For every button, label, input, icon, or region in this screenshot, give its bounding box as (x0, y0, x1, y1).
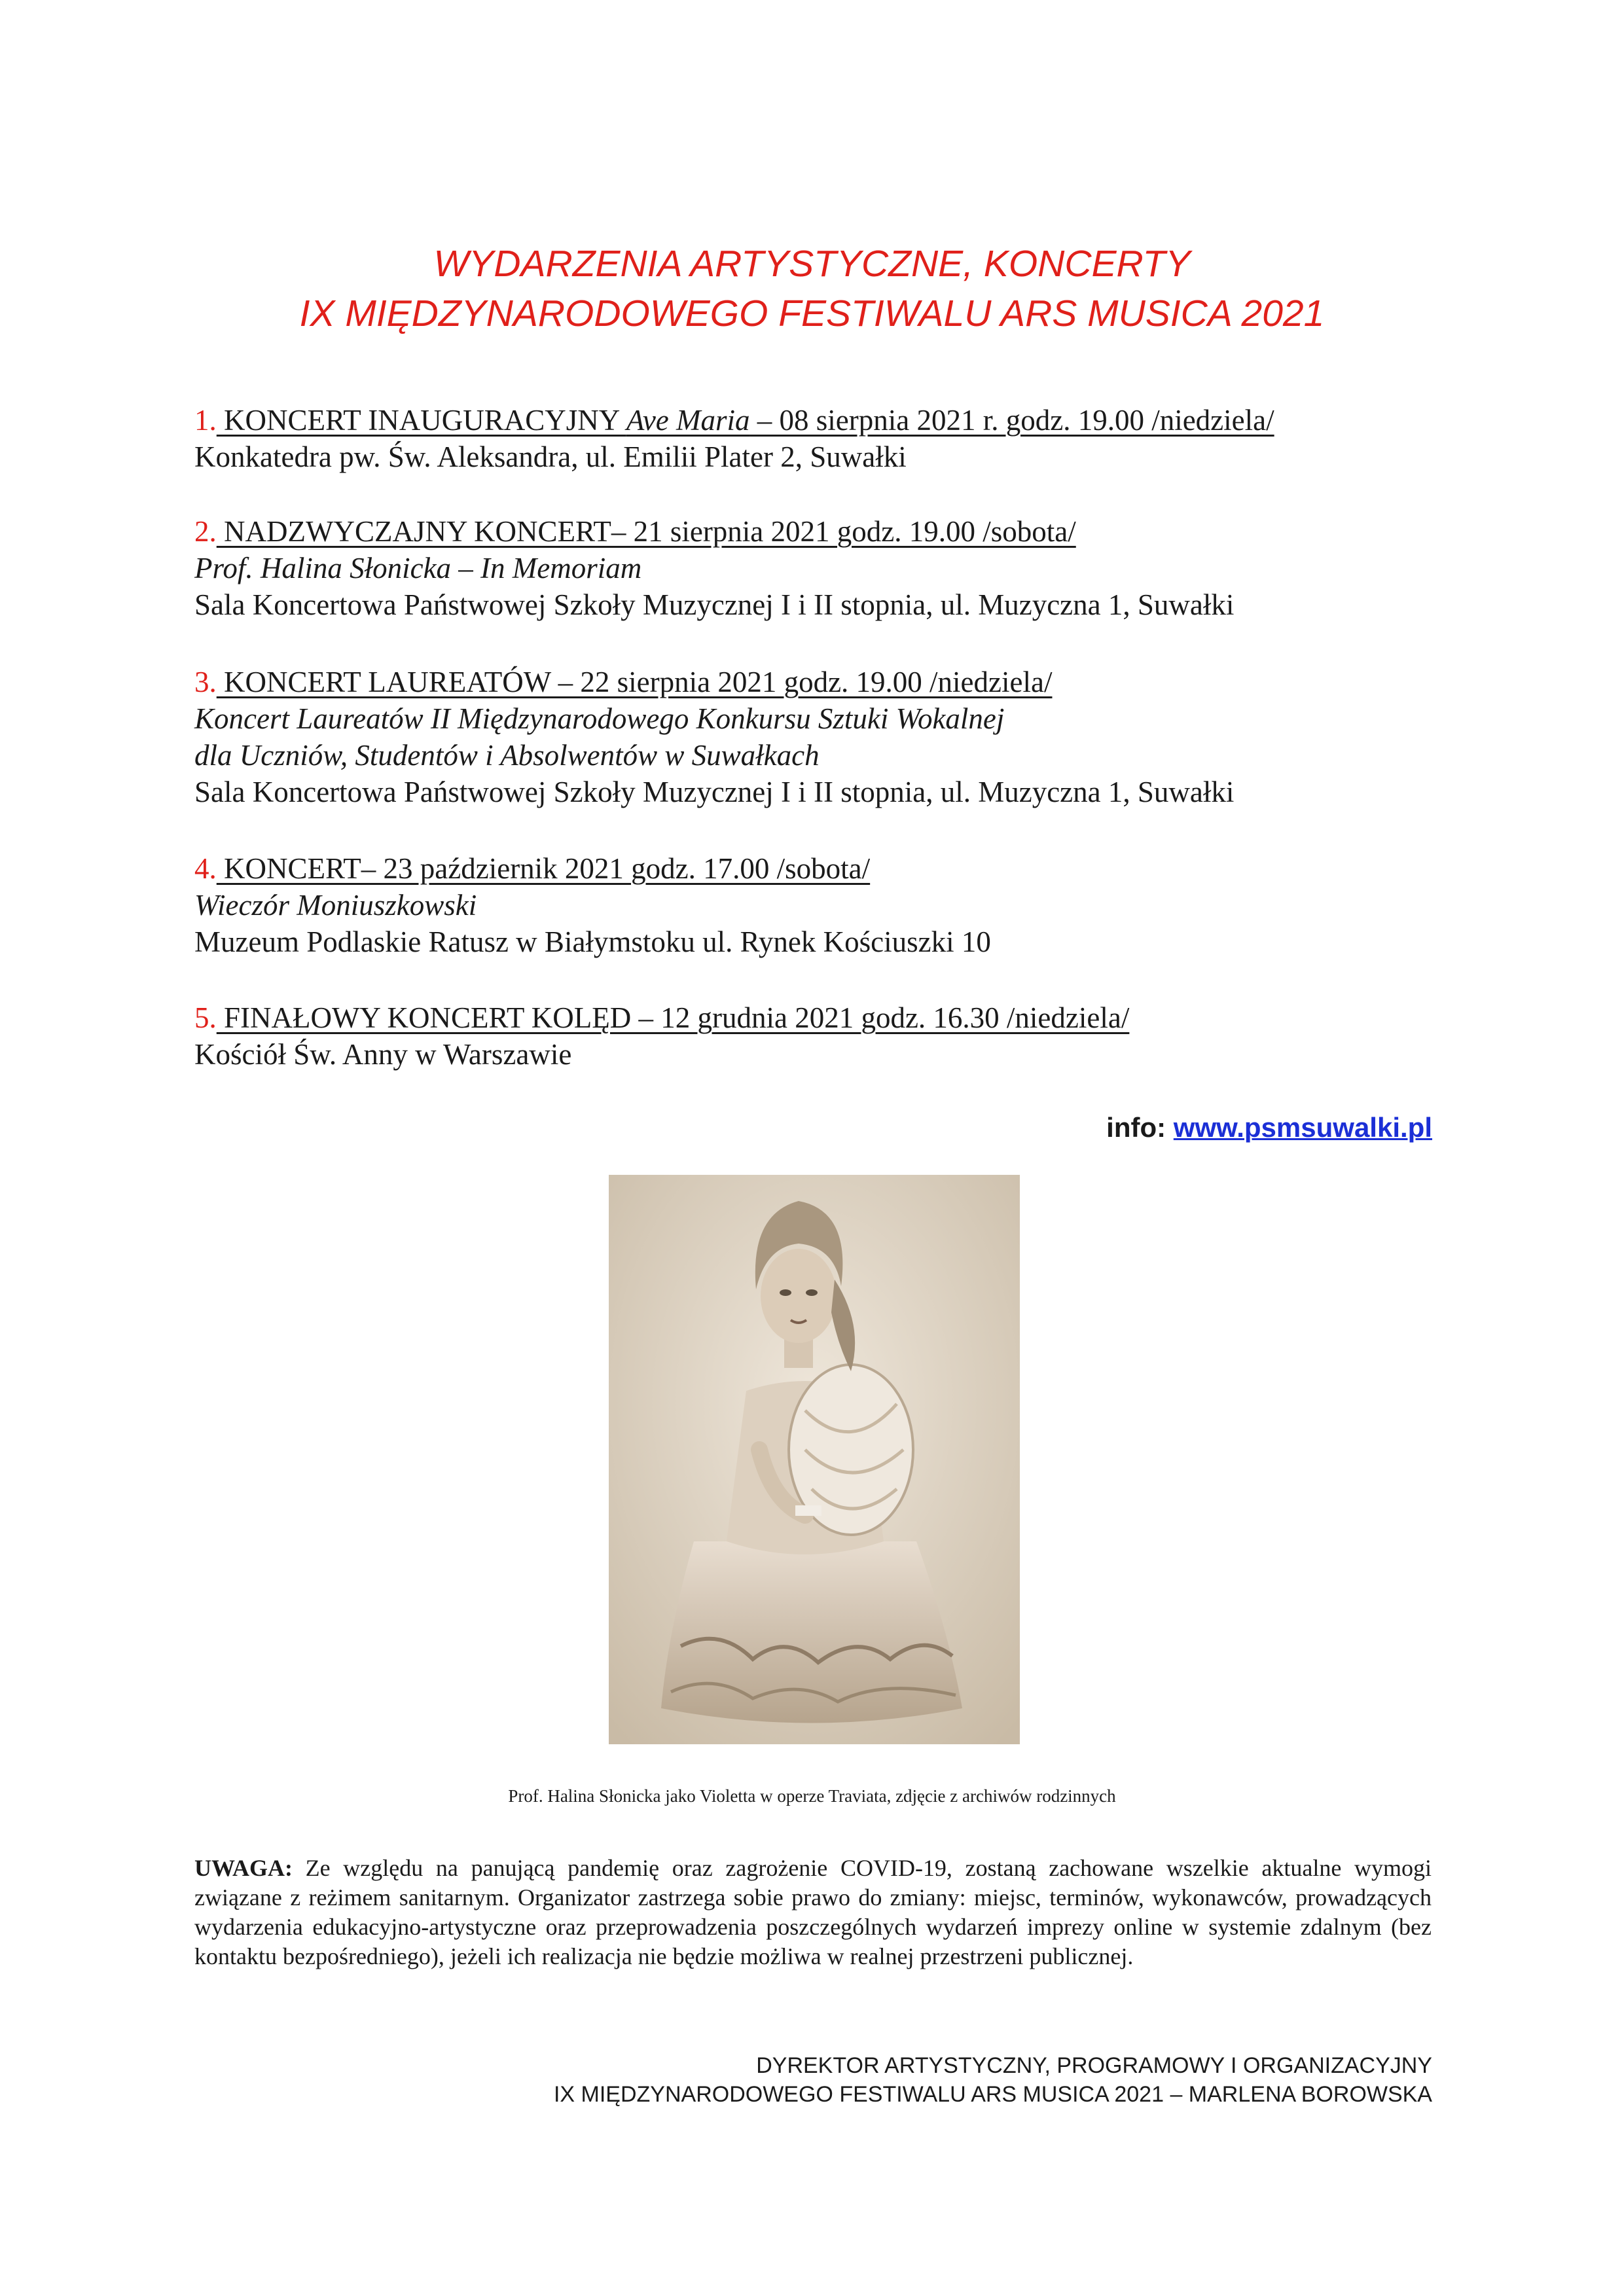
event-1 (194, 402, 1438, 475)
event-5-venue: Kościół Św. Anny w Warszawie (194, 1038, 572, 1071)
event-1-heading (194, 402, 1438, 439)
event-3-venue: Sala Koncertowa Państwowej Szkoły Muzycznej I i II stopnia, ul. Muzyczna 1, Suwałki (194, 776, 1235, 808)
portrait-photo (609, 1175, 1020, 1744)
event-1-venue: Konkatedra pw. Św. Aleksandra, ul. Emilii Plater 2, Suwałki (194, 440, 907, 473)
event-2-subtitle: Prof. Halina Słonicka – In Memoriam (194, 552, 642, 584)
info-label: info: (1106, 1112, 1174, 1143)
event-number: 2. (194, 515, 217, 548)
notice-text: Ze względu na panującą pandemię oraz zagrożenie COVID-19, zostaną zachowane wszelkie aktualne wymogi związane z reżimem sanitarnym. Organizator zastrzega sobie prawo do zmiany: miejsc, terminów, wykonawców, prowadzących wydarzenia edukacyjno-artystyczne oraz przeprowadzenia poszczególnych wydarzeń imprezy online w systemie zdalnym (bez kontaktu bezpośredniego), jeżeli ich realizacja nie będzie możliwa w realnej przestrzeni publicznej. (194, 1855, 1432, 1969)
event-4-heading (194, 850, 1438, 887)
title-line-2: IX MIĘDZYNARODOWEGO FESTIWALU ARS MUSICA 2021 (299, 293, 1325, 334)
event-number: 3. (194, 666, 217, 698)
event-3-heading (194, 664, 1438, 700)
event-3-subtitle-2: dla Uczniów, Studentów i Absolwentów w Suwałkach (194, 739, 820, 772)
title-line-1: WYDARZENIA ARTYSTYCZNE, KONCERTY (433, 243, 1191, 285)
event-4-venue: Muzeum Podlaskie Ratusz w Białymstoku ul. Rynek Kościuszki 10 (194, 925, 991, 958)
event-2 (194, 513, 1438, 623)
signature-line-1: DYREKTOR ARTYSTYCZNY, PROGRAMOWY I ORGANIZACYJNY (756, 2053, 1432, 2078)
photo-caption: Prof. Halina Słonicka jako Violetta w operze Traviata, zdjęcie z archiwów rodzinnych (508, 1786, 1116, 1806)
event-5-heading (194, 999, 1438, 1036)
event-2-title: NADZWYCZAJNY KONCERT– 21 sierpnia 2021 godz. 19.00 /sobota/ (216, 515, 1076, 548)
dress-skirt (661, 1541, 962, 1723)
event-1-date: – 08 sierpnia 2021 r. godz. 19.00 /niedziela/ (749, 404, 1274, 437)
event-5 (194, 999, 1438, 1073)
signature (554, 2051, 1432, 2109)
event-4-subtitle: Wieczór Moniuszkowski (194, 889, 477, 922)
event-4 (194, 850, 1438, 960)
event-1-title: KONCERT INAUGURACYJNY (216, 404, 626, 437)
event-5-title: FINAŁOWY KONCERT KOLĘD – 12 grudnia 2021 godz. 16.30 /niedziela/ (216, 1001, 1130, 1034)
event-number: 4. (194, 852, 217, 885)
event-3-title: KONCERT LAUREATÓW – 22 sierpnia 2021 godz. 19.00 /niedziela/ (216, 666, 1053, 698)
signature-line-2: IX MIĘDZYNARODOWEGO FESTIWALU ARS MUSICA 2021 – MARLENA BOROWSKA (553, 2082, 1432, 2107)
notice-paragraph (194, 1854, 1432, 1971)
event-3-subtitle-1: Koncert Laureatów II Międzynarodowego Konkursu Sztuki Wokalnej (194, 702, 1005, 735)
event-number: 1. (194, 404, 217, 437)
event-3 (194, 664, 1438, 810)
event-1-title-italic: Ave Maria (626, 404, 750, 437)
notice-label: UWAGA: (194, 1855, 293, 1881)
face (761, 1249, 837, 1343)
info-line (1106, 1112, 1432, 1143)
event-2-venue: Sala Koncertowa Państwowej Szkoły Muzycznej I i II stopnia, ul. Muzyczna 1, Suwałki (194, 588, 1235, 621)
event-2-heading (194, 513, 1438, 550)
website-link[interactable]: www.psmsuwalki.pl (1173, 1112, 1432, 1143)
event-number: 5. (194, 1001, 217, 1034)
event-4-title: KONCERT– 23 październik 2021 godz. 17.00 /sobota/ (216, 852, 871, 885)
